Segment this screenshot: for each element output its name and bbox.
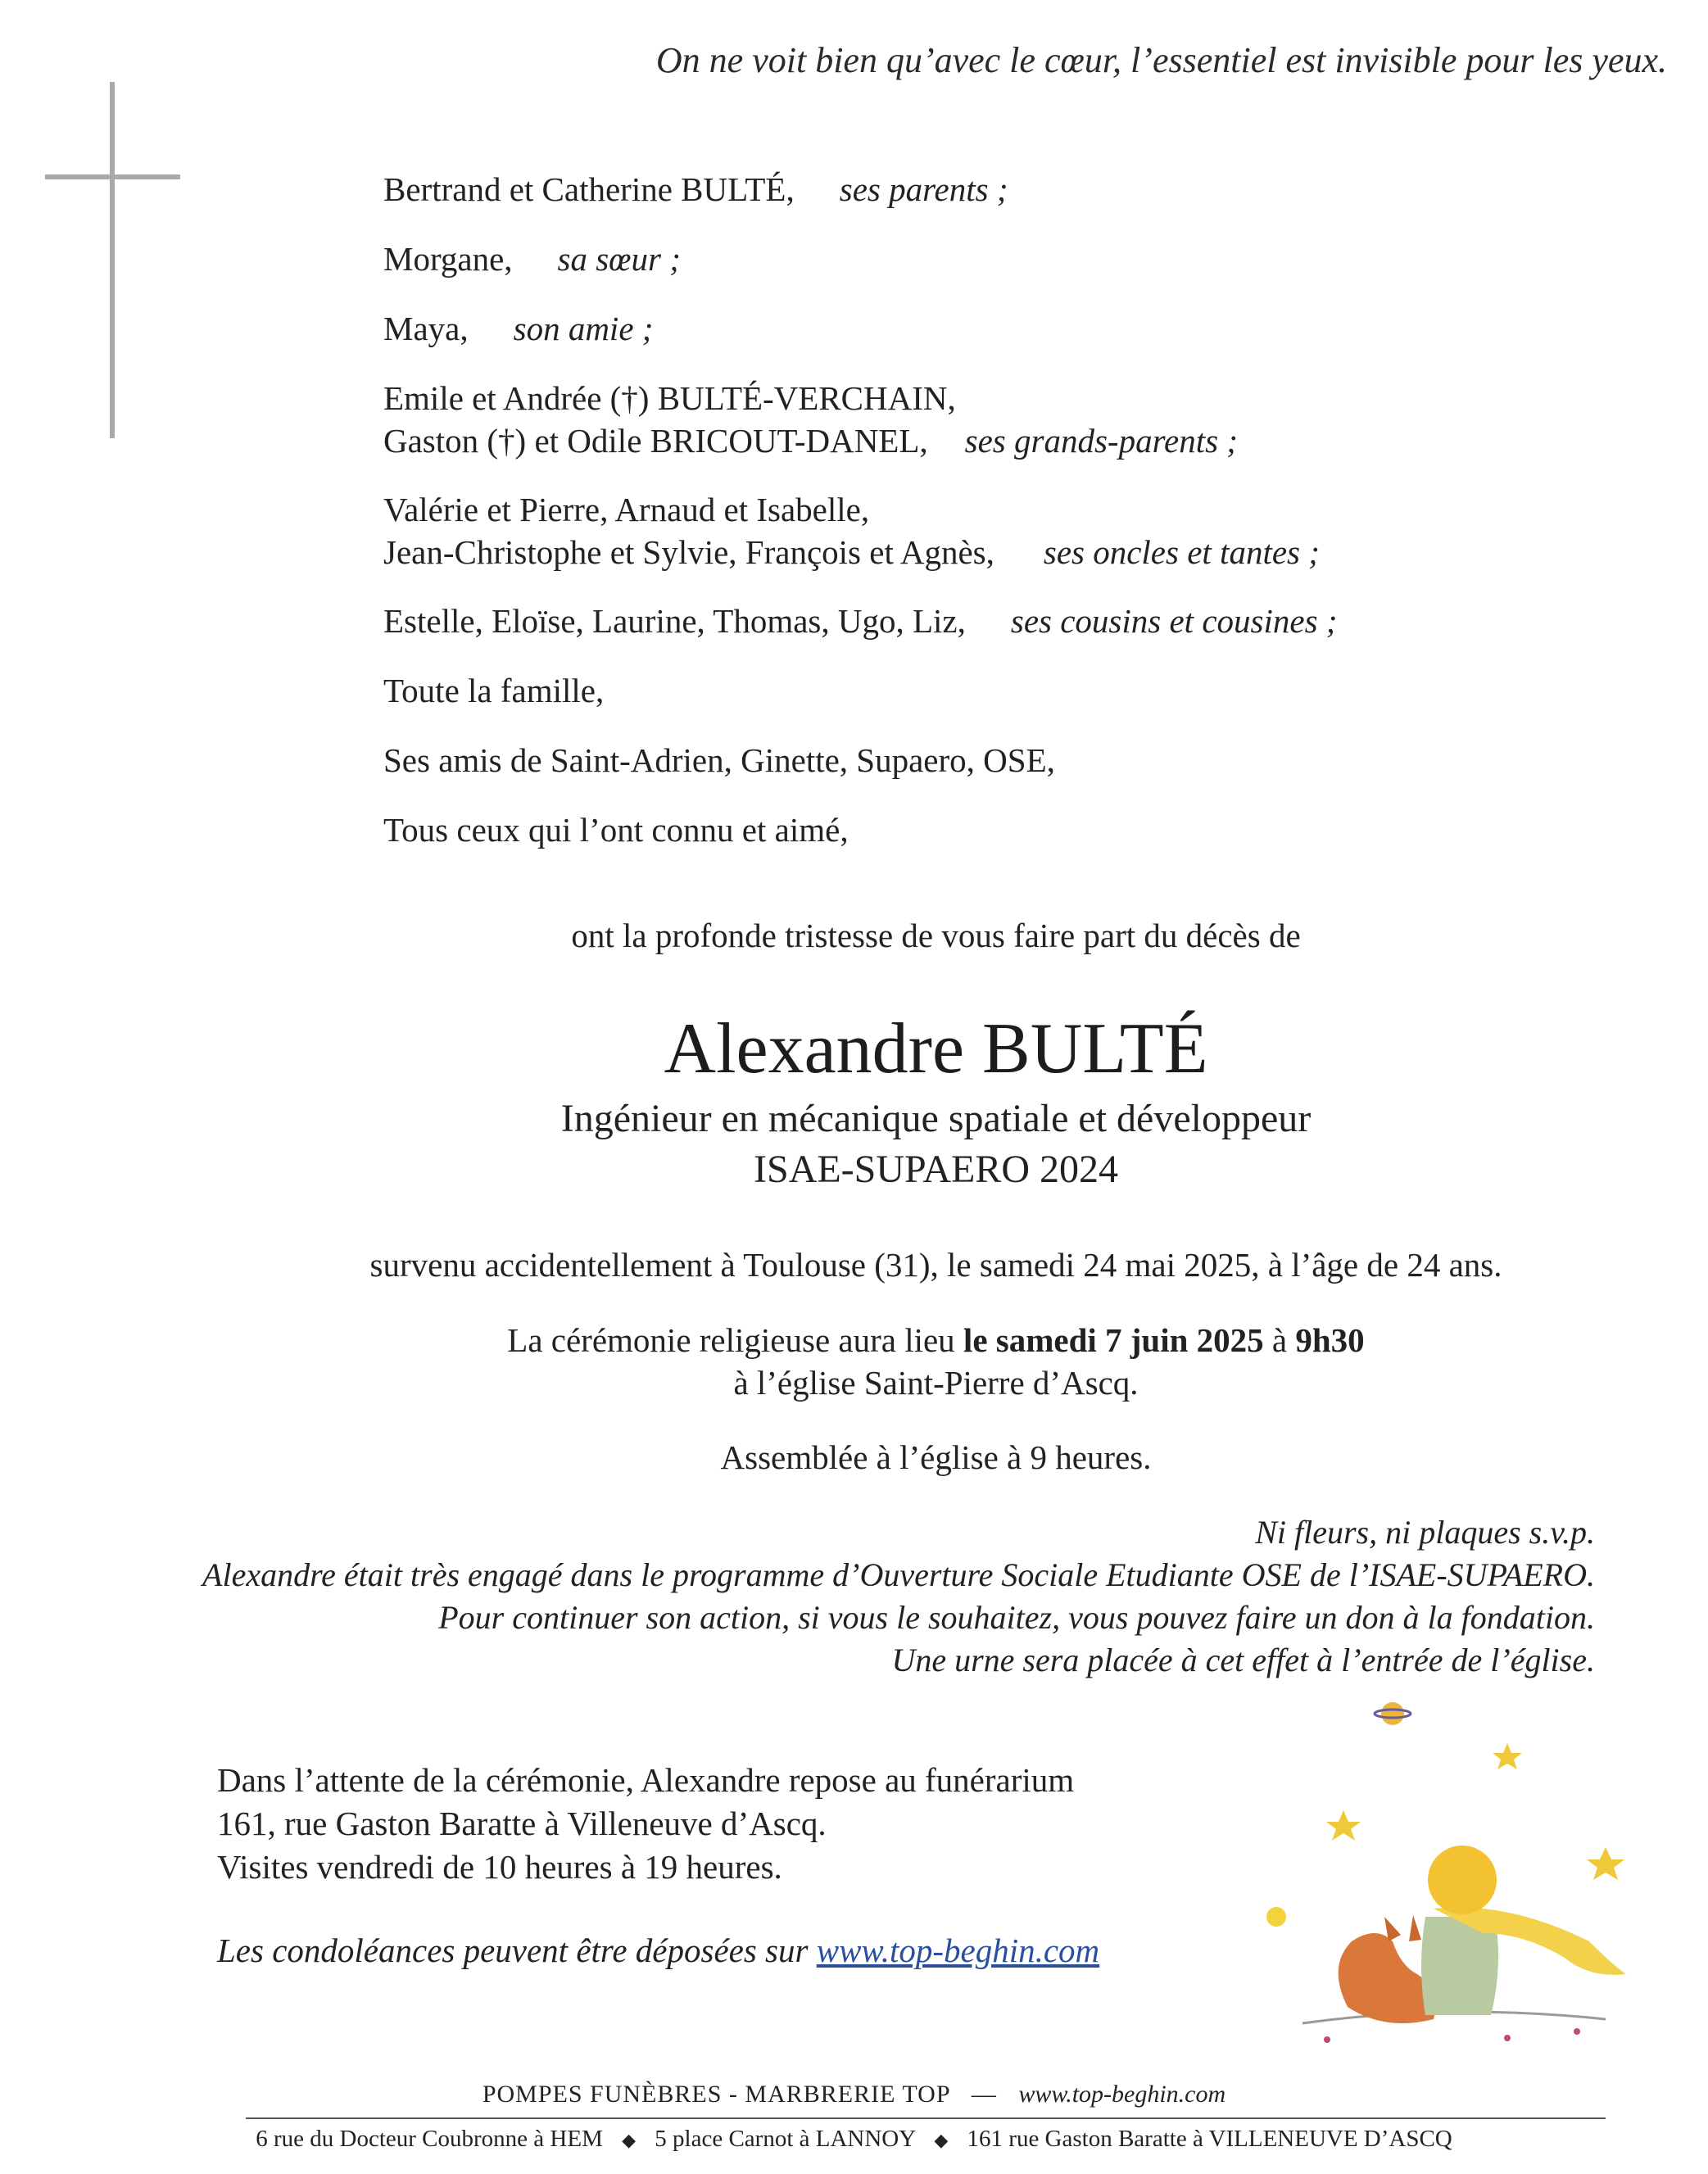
prince-hair-icon [1428, 1846, 1497, 1914]
family-grandparents [383, 377, 1337, 462]
family-all [383, 669, 1337, 712]
deceased-title-line1: Ingénieur en mécanique spatiale et développeur [560, 1097, 1312, 1140]
footer-address: 161 rue Gaston Baratte à VILLENEUVE D’ASCQ [967, 2126, 1452, 2152]
diamond-separator-icon: ◆ [934, 2130, 949, 2150]
family-list [383, 168, 1337, 851]
deceased-title-line2: ISAE-SUPAERO 2024 [754, 1148, 1118, 1191]
star-icon [1587, 1847, 1624, 1880]
notes-block [202, 1511, 1595, 1682]
family-relation: sa sœur ; [557, 240, 681, 278]
death-line: survenu accidentellement à Toulouse (31), le samedi 24 mai 2025, à l’âge de 24 ans. [369, 1246, 1502, 1284]
family-names: Estelle, Eloïse, Laurine, Thomas, Ugo, Liz, [383, 602, 966, 640]
small-star-dot-icon [1266, 1907, 1286, 1927]
family-names: Ses amis de Saint-Adrien, Ginette, Supaero, OSE, [383, 741, 1055, 779]
footer-addresses [0, 2126, 1708, 2153]
family-everyone [383, 808, 1337, 851]
family-relation: son amie ; [513, 310, 654, 347]
footer-address: 6 rue du Docteur Coubronne à HEM [256, 2126, 603, 2152]
assembly-time: Assemblée à l’église à 9 heures. [720, 1438, 1152, 1476]
family-relation: ses cousins et cousines ; [1010, 602, 1338, 640]
family-names: Morgane, [383, 240, 513, 278]
planet-icon [1381, 1702, 1404, 1725]
cross-icon-bar [45, 174, 180, 179]
funerarium-line: Visites vendredi de 10 heures à 19 heures. [217, 1848, 782, 1886]
star-icon [1326, 1810, 1361, 1841]
family-sister [383, 238, 1337, 280]
family-uncles-aunts [383, 488, 1337, 573]
family-names: Emile et Andrée (†) BULTÉ-VERCHAIN, [383, 379, 956, 417]
footer-address: 5 place Carnot à LANNOY [655, 2126, 916, 2152]
epigraph-quote: On ne voit bien qu’avec le cœur, l’essentiel est invisible pour les yeux. [655, 40, 1667, 80]
condolences-line [217, 1929, 1099, 1972]
family-relation: ses grands-parents ; [964, 422, 1238, 460]
cross-icon [110, 82, 115, 438]
note-line: Pour continuer son action, si vous le souhaitez, vous pouvez faire un don à la fondation. [438, 1599, 1595, 1636]
ceremony-time: 9h30 [1295, 1321, 1365, 1359]
family-friends [383, 739, 1337, 781]
little-prince-illustration [1262, 1696, 1647, 2048]
ceremony-place: à l’église Saint-Pierre d’Ascq. [733, 1364, 1139, 1402]
family-names: Toute la famille, [383, 672, 605, 709]
ceremony-date: le samedi 7 juin 2025 [963, 1321, 1264, 1359]
funerarium-line: 161, rue Gaston Baratte à Villeneuve d’Ascq. [217, 1805, 827, 1842]
family-parents [383, 168, 1337, 211]
family-names: Maya, [383, 310, 469, 347]
condolences-text: Les condoléances peuvent être déposées sur [217, 1932, 817, 1969]
note-line: Alexandre était très engagé dans le programme d’Ouverture Sociale Etudiante OSE de l’ISAE-SUPAERO. [202, 1556, 1595, 1593]
family-names: Bertrand et Catherine BULTÉ, [383, 170, 795, 208]
family-cousins [383, 600, 1337, 642]
family-names: Tous ceux qui l’ont connu et aimé, [383, 811, 849, 849]
diamond-separator-icon: ◆ [622, 2130, 637, 2150]
family-friend [383, 307, 1337, 350]
announcement-text: ont la profonde tristesse de vous faire part du décès de [571, 917, 1301, 954]
star-icon [1493, 1743, 1522, 1769]
ceremony-prefix: La cérémonie religieuse aura lieu [507, 1321, 963, 1359]
ceremony-line [82, 1320, 1708, 1360]
footer-dash: — [971, 2081, 997, 2108]
note-line: Une urne sera placée à cet effet à l’entrée de l’église. [891, 1642, 1595, 1678]
deceased-name: Alexandre BULTÉ [664, 1009, 1208, 1089]
note-line: Ni fleurs, ni plaques s.v.p. [1255, 1514, 1595, 1551]
family-names: Valérie et Pierre, Arnaud et Isabelle, [383, 491, 870, 528]
family-names: Gaston (†) et Odile BRICOUT-DANEL, [383, 422, 928, 460]
footer-divider [246, 2117, 1606, 2119]
family-relation: ses parents ; [839, 170, 1008, 208]
condolences-link[interactable]: www.top-beghin.com [816, 1932, 1100, 1969]
footer-company: POMPES FUNÈBRES - MARBRERIE TOP [482, 2081, 950, 2108]
footer-company-line [0, 2081, 1708, 2108]
funerarium-line: Dans l’attente de la cérémonie, Alexandre repose au funérarium [217, 1761, 1075, 1799]
ceremony-between: à [1263, 1321, 1296, 1359]
family-relation: ses oncles et tantes ; [1043, 533, 1320, 571]
funerarium-block [217, 1759, 1074, 1889]
fox-icon [1339, 1933, 1436, 2023]
family-names: Jean-Christophe et Sylvie, François et Agnès, [383, 533, 994, 571]
footer-website: www.top-beghin.com [1018, 2081, 1226, 2108]
